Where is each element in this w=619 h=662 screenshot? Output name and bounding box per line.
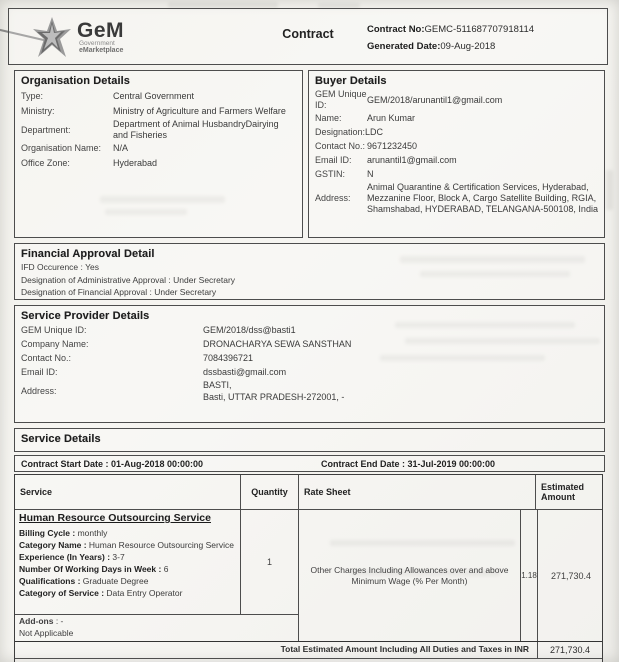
buyer-row-address <box>309 182 604 215</box>
org-office-zone-label: Office Zone: <box>21 158 70 168</box>
service-provider-section <box>14 305 605 423</box>
buyer-row-gstin <box>309 168 604 181</box>
attr-qualifications-label: Qualifications : <box>19 576 83 586</box>
contract-dates-row <box>14 455 605 472</box>
header-estimated-amount: Estimated Amount <box>541 482 585 502</box>
buyer-gem-id-value: GEM/2018/arunantil1@gmail.com <box>367 94 503 105</box>
total-label: Total Estimated Amount Including All Duties and Taxes in INR <box>15 642 538 658</box>
org-office-zone-value: Hyderabad <box>113 158 158 168</box>
provider-row-address <box>15 380 604 403</box>
provider-address-line2: Basti, UTTAR PRADESH-272001, - <box>203 391 345 402</box>
rate-sheet-columns <box>299 510 604 641</box>
buyer-row-contact <box>309 140 604 153</box>
ifd-occurence-line: IFD Occurence : Yes <box>21 262 99 272</box>
rate-value-cell: 1.18 <box>521 510 538 641</box>
provider-contact-value: 7084396721 <box>203 353 254 363</box>
header-rate-sheet: Rate Sheet <box>299 475 536 509</box>
organisation-details-section <box>14 70 303 238</box>
table-body <box>15 510 602 641</box>
gem-logo-emarketplace: eMarketplace <box>79 47 124 54</box>
attr-category-name-label: Category Name : <box>19 540 89 550</box>
attr-working-days <box>19 563 236 575</box>
org-ministry-label: Ministry: <box>21 106 55 116</box>
attr-billing-cycle-value: monthly <box>77 528 108 538</box>
org-type-value: Central Government <box>113 91 195 101</box>
provider-row-company <box>15 338 604 351</box>
provider-row-email <box>15 366 604 379</box>
provider-address-label: Address: <box>21 386 57 396</box>
buyer-gstin-value: N <box>367 169 374 179</box>
buyer-designation-value: LDC <box>365 127 384 137</box>
buyer-address-label: Address: <box>315 193 351 203</box>
attr-qualifications <box>19 575 236 587</box>
attr-experience <box>19 551 236 563</box>
scan-smudge <box>606 170 613 210</box>
buyer-address-value: Animal Quarantine & Certification Services, Hyderabad, Mezzanine Floor, Block A, Cargo Satellite Building, RGIA, Shamshabad, HYDERABAD, TELANGANA-500108, India <box>367 182 598 214</box>
provider-email-value: dssbasti@gmail.com <box>203 367 287 377</box>
gem-logo-name: GeM <box>77 19 125 42</box>
gem-logo-government: Government <box>79 40 115 47</box>
buyer-email-value: arunantil1@gmail.com <box>367 155 457 165</box>
addons-suffix: : - <box>53 616 64 627</box>
org-row-type <box>15 89 302 104</box>
service-title: Human Resource Outsourcing Service <box>19 512 211 524</box>
service-detail-row <box>15 510 299 615</box>
generated-date-label: Generated Date: <box>367 41 441 52</box>
document-header <box>8 8 608 65</box>
provider-contact-label: Contact No.: <box>21 353 72 363</box>
attr-category-name <box>19 539 236 551</box>
buyer-row-gem-id <box>309 89 604 111</box>
buyer-gem-id-label: GEM Unique ID: <box>315 89 367 110</box>
attr-experience-label: Experience (In Years) : <box>19 552 113 562</box>
buyer-row-email <box>309 154 604 167</box>
provider-row-contact <box>15 352 604 365</box>
contract-meta <box>367 21 597 55</box>
contract-number-label: Contract No: <box>367 24 425 35</box>
attr-billing-cycle <box>19 527 236 539</box>
attr-experience-value: 3-7 <box>112 552 125 562</box>
quantity-cell: 1 <box>241 510 299 614</box>
buyer-details-section <box>308 70 605 238</box>
attr-category-of-service-label: Category of Service : <box>19 588 107 598</box>
provider-company-label: Company Name: <box>21 339 89 349</box>
contract-start-date: Contract Start Date : 01-Aug-2018 00:00:00 <box>21 458 204 469</box>
buyer-contact-value: 9671232450 <box>367 141 418 151</box>
addons-line <box>19 616 294 628</box>
rate-sheet-cell: Other Charges Including Allowances over and above Minimum Wage (% Per Month) <box>299 510 521 641</box>
provider-gem-id-value: GEM/2018/dss@basti1 <box>203 325 296 335</box>
provider-gem-id-label: GEM Unique ID: <box>21 325 87 335</box>
service-details-heading: Service Details <box>21 433 101 445</box>
attr-working-days-label: Number Of Working Days in Week : <box>19 564 164 574</box>
org-name-label: Organisation Name: <box>21 143 102 153</box>
attr-working-days-value: 6 <box>163 564 169 574</box>
addons-label: Add-ons <box>19 616 54 627</box>
org-ministry-value: Ministry of Agriculture and Farmers Welfare <box>113 106 286 116</box>
buyer-gstin-label: GSTIN: <box>315 169 346 179</box>
provider-row-gem-id <box>15 324 604 337</box>
org-type-label: Type: <box>21 91 44 101</box>
contract-number-value: GEMC-511687707918114 <box>424 24 535 35</box>
addons-cell <box>15 615 299 641</box>
provider-company-value: DRONACHARYA SEWA SANSTHAN <box>203 339 352 349</box>
header-service: Service <box>15 475 241 509</box>
generated-date-value: 09-Aug-2018 <box>440 41 496 52</box>
service-cell <box>15 510 241 614</box>
financial-approval-section <box>14 243 605 300</box>
contract-end-date: Contract End Date : 31-Jul-2019 00:00:00 <box>321 458 496 469</box>
org-row-department <box>15 119 302 141</box>
org-row-name <box>15 141 302 156</box>
attr-category-name-value: Human Resource Outsourcing Service <box>88 540 234 550</box>
header-quantity: Quantity <box>241 475 299 509</box>
org-department-value: Department of Animal HusbandryDairying and Fisheries <box>113 119 279 140</box>
addons-note: Not Applicable <box>19 627 74 638</box>
org-row-ministry <box>15 104 302 119</box>
financial-approval-line: Designation of Financial Approval : Under Secretary <box>21 287 217 297</box>
buyer-name-label: Name: <box>315 113 342 123</box>
table-left-columns <box>15 510 299 641</box>
buyer-email-label: Email ID: <box>315 155 352 165</box>
provider-address-line1: BASTI, <box>203 380 232 390</box>
provider-email-label: Email ID: <box>21 367 58 377</box>
buyer-designation-label: Designation: <box>315 127 366 137</box>
attr-billing-cycle-label: Billing Cycle : <box>19 528 78 538</box>
page-title: Contract <box>282 27 334 41</box>
total-row <box>15 641 602 659</box>
attr-qualifications-value: Graduate Degree <box>82 576 149 586</box>
attr-category-of-service-value: Data Entry Operator <box>106 588 183 598</box>
organisation-details-heading: Organisation Details <box>21 75 130 87</box>
generated-date-line <box>367 38 597 55</box>
org-row-office-zone <box>15 156 302 171</box>
buyer-row-designation <box>309 126 604 139</box>
service-details-section-header <box>14 428 605 452</box>
administrative-approval-line: Designation of Administrative Approval : Under Secretary <box>21 274 236 285</box>
org-department-label: Department: <box>21 124 71 135</box>
buyer-name-value: Arun Kumar <box>367 113 416 123</box>
table-header-row <box>15 475 602 510</box>
attr-category-of-service <box>19 587 236 599</box>
service-details-table <box>14 474 603 662</box>
provider-address-value <box>203 380 344 403</box>
buyer-details-heading: Buyer Details <box>315 75 387 87</box>
total-value: 271,730.4 <box>549 645 591 655</box>
org-name-value: N/A <box>113 143 129 153</box>
contract-number-line <box>367 21 597 38</box>
estimated-amount-cell: 271,730.4 <box>550 570 592 581</box>
financial-approval-heading: Financial Approval Detail <box>21 248 155 260</box>
buyer-row-name <box>309 112 604 125</box>
buyer-contact-label: Contact No.: <box>315 141 366 151</box>
service-provider-heading: Service Provider Details <box>21 310 150 322</box>
